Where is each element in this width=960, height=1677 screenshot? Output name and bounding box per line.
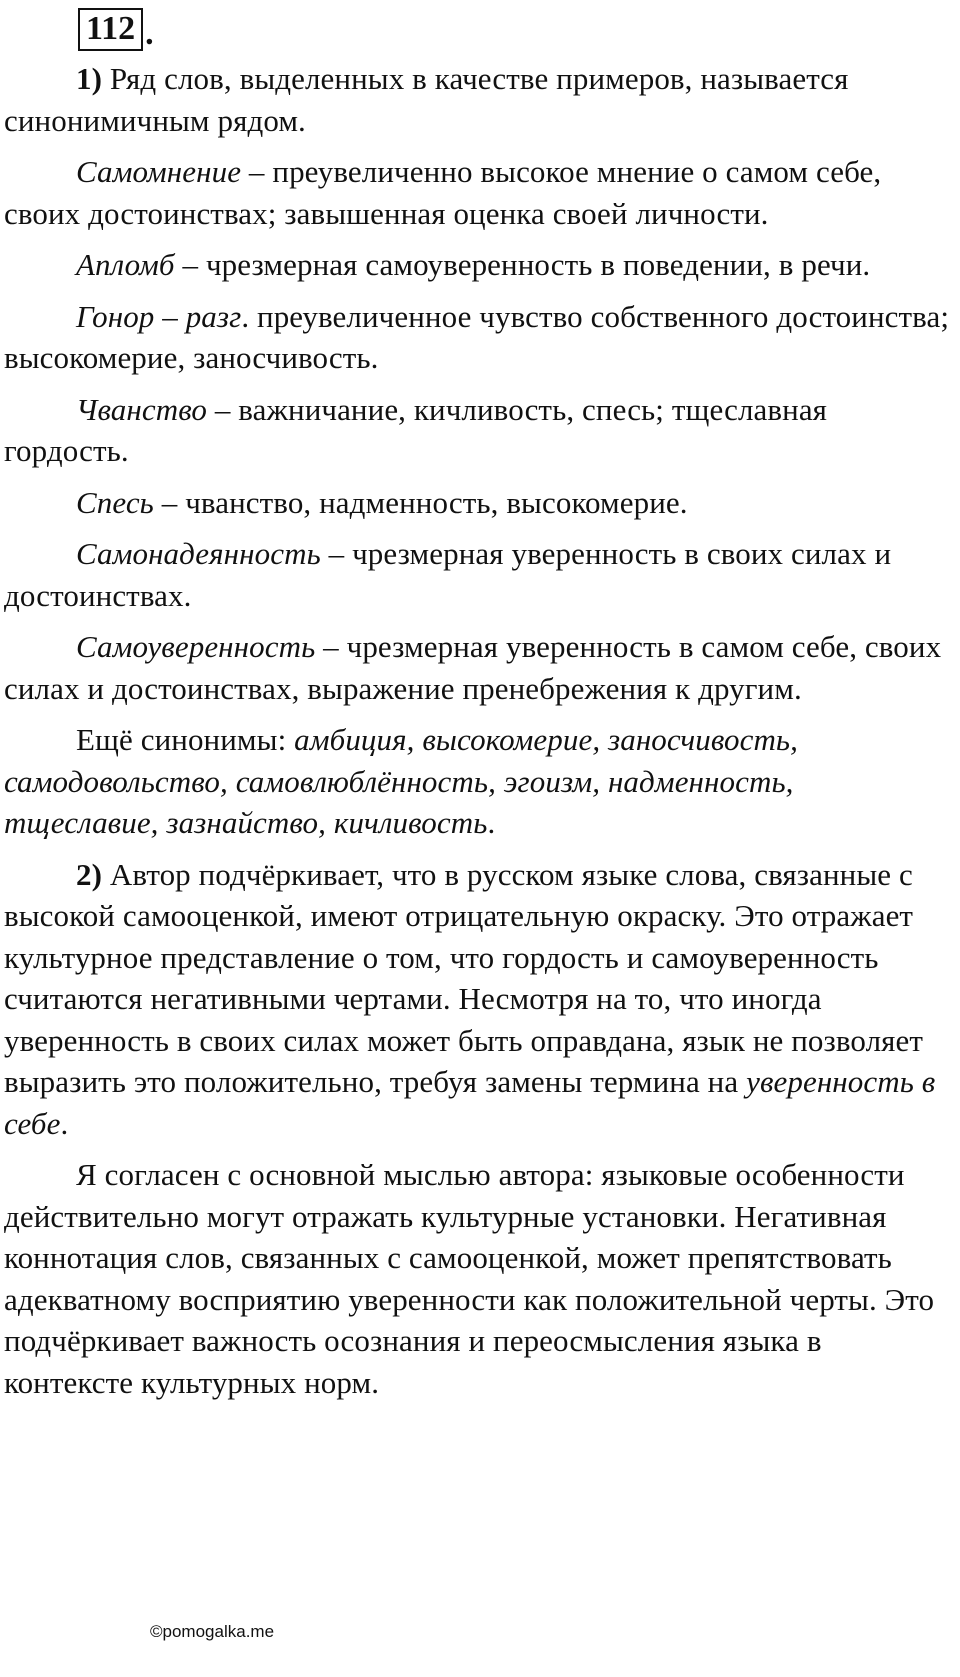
definition-dash: – (241, 154, 273, 189)
part2-marker: 2) (76, 856, 103, 892)
part2-text: Автор подчёркивает, что в русском языке слова, связанные с высокой самооценкой, имеют отрицательную окраску. Это отражает культурное представление о том, что гордость и самоуверенность считаются негативными чертами. Несмотря на то, что иногда уверенность в своих силах может быть оправдана, язык не позволяет выразить это положительно, требуя замены термина на (4, 856, 924, 1099)
definition-term: Самонадеянность (76, 536, 321, 571)
part1-intro: Ряд слов, выделенных в качестве примеров, называется синонимичным рядом. (4, 61, 849, 138)
definition-samonadeyannost (4, 533, 954, 616)
definition-samouverennost (4, 626, 954, 709)
part1-marker: 1) (76, 61, 103, 96)
definition-dash: . (241, 298, 258, 334)
definition-dash: – (320, 536, 353, 571)
synonyms-label: Ещё синонимы: (76, 722, 295, 757)
definition-dash: – (174, 247, 206, 282)
exercise-number (78, 8, 154, 51)
part2-emphasis: уверенность в себе (4, 1064, 936, 1141)
answer-text (4, 58, 954, 1413)
synonyms-end: . (487, 805, 496, 840)
synonyms-paragraph (4, 719, 954, 844)
part2-end: . (60, 1105, 69, 1141)
definition-term: Чванство (76, 391, 207, 427)
definition-dash: – (206, 391, 239, 427)
definition-dash: – (153, 484, 186, 520)
definition-chvanstvo (4, 389, 954, 472)
definition-text: чрезмерная уверенность в самом себе, своих силах и достоинствах, выражение пренебрежения к другим. (4, 629, 942, 706)
definition-text: чрезмерная уверенность в своих силах и достоинствах. (4, 536, 892, 613)
paragraph-part2 (4, 854, 954, 1145)
definition-text: чрезмерная самоуверенность в поведении, в речи. (205, 247, 871, 282)
exercise-number-box: 112 (78, 8, 143, 51)
definition-gonor (4, 296, 954, 379)
definition-text: важничание, кичливость, спесь; тщеславная гордость. (4, 391, 828, 468)
definition-text: чванство, надменность, высокомерие. (185, 484, 688, 520)
definition-term: Гонор – разг (76, 298, 242, 334)
definition-text: преувеличенно высокое мнение о самом себе, своих достоинствах; завышенная оценка своей личности. (4, 154, 882, 231)
definition-spes (4, 482, 954, 524)
definition-samomnenie (4, 151, 954, 234)
synonyms-list: амбиция, высокомерие, заносчивость, самодовольство, самовлюблённость, эгоизм, надменность, тщеславие, зазнайство, кичливость (4, 722, 798, 840)
definition-term: Спесь (76, 484, 154, 520)
definition-term: Самоуверенность (76, 629, 316, 664)
exercise-number-dot: . (145, 15, 154, 52)
paragraph-conclusion (4, 1154, 954, 1403)
conclusion-text: Я согласен с основной мыслью автора: языковые особенности действительно могут отражать культурные установки. Негативная коннотация слов, связанных с самооценкой, может препятствовать адекватному восприятию уверенности как положительной черты. Это подчёркивает важность осознания и переосмысления языка в контексте культурных норм. (4, 1157, 935, 1400)
definition-dash: – (315, 629, 347, 664)
definition-term: Самомнение (76, 154, 242, 189)
paragraph-part1 (4, 58, 954, 141)
definition-aplomb (4, 244, 954, 286)
definition-text: преувеличенное чувство собственного достоинства; высокомерие, заносчивость. (4, 298, 950, 375)
definition-term: Апломб (76, 247, 175, 282)
watermark: ©pomogalka.me (150, 1622, 275, 1641)
